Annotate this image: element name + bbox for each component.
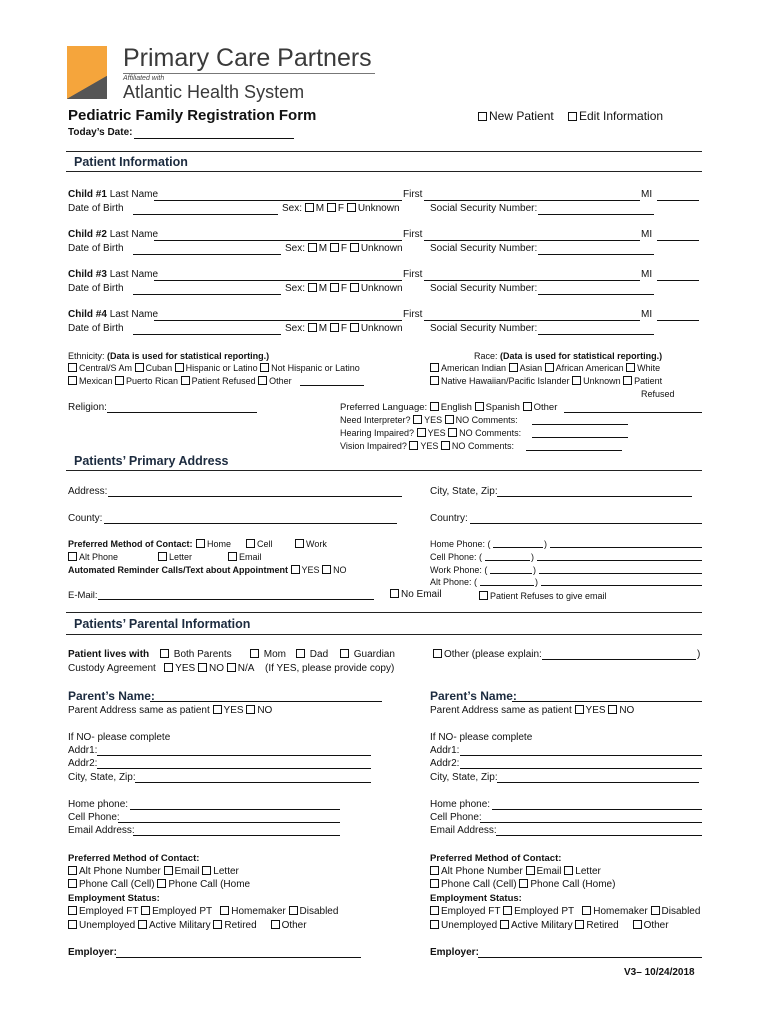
ethnicity-cuban-checkbox[interactable] (135, 363, 144, 372)
sex-group: Sex: M F Unknown (285, 323, 403, 334)
contact-work-checkbox (295, 539, 304, 548)
first-name-field[interactable] (424, 200, 640, 201)
same-address-yes-checkbox[interactable] (213, 705, 222, 714)
ethnicity-mexican-checkbox[interactable] (68, 376, 77, 385)
sex-group: Sex: M F Unknown (282, 203, 400, 214)
cell-phone-field[interactable] (480, 822, 702, 823)
cell-phone-area-field[interactable] (485, 560, 530, 561)
other-checkbox[interactable] (633, 920, 642, 929)
hearing-impaired-group: Hearing Impaired? YES NO Comments: (340, 428, 522, 438)
employment-line-1: Employed FT Employed PT Homemaker Disabled (68, 906, 338, 918)
alt-phone-checkbox[interactable] (430, 866, 439, 875)
email-label: Email Address: (68, 825, 135, 836)
preferred-contact-label: Preferred Method of Contact: (68, 539, 193, 549)
reminder-group: Automated Reminder Calls/Text about Appointment YES NO (68, 565, 347, 575)
cell-phone-label: Cell Phone: (68, 812, 120, 823)
religion-field[interactable] (107, 412, 257, 413)
mi-field[interactable] (657, 200, 699, 201)
address-label: Address: (68, 486, 108, 497)
logo-title: Primary Care Partners (123, 44, 372, 72)
first-name-field[interactable] (424, 280, 640, 281)
call-cell-checkbox[interactable] (430, 879, 439, 888)
ethnicity-other-checkbox[interactable] (258, 376, 267, 385)
contact-email-checkbox (228, 552, 237, 561)
parent-name-label: Parent’s Name: (430, 689, 517, 703)
vision-comments-field[interactable] (526, 450, 622, 451)
ssn-field[interactable] (538, 254, 654, 255)
lang-other-field[interactable] (564, 412, 702, 413)
sex-m-checkbox[interactable] (305, 203, 314, 212)
parent-name-field[interactable] (512, 701, 702, 702)
sex-f-checkbox[interactable] (330, 323, 339, 332)
first-label: First (403, 229, 423, 240)
addr2-field[interactable] (460, 768, 702, 769)
first-label: First (403, 309, 423, 320)
dob-label: Date of Birth (68, 243, 124, 254)
work-phone-label: Work Phone: ( (430, 565, 488, 575)
country-label: Country: (430, 513, 468, 524)
lives-both-option[interactable]: Both Parents (160, 649, 232, 661)
employer-field[interactable] (116, 957, 361, 958)
contact-line-1: Alt Phone Number Email Letter (430, 866, 601, 878)
lives-with-label: Patient lives with (68, 649, 150, 660)
parental-info-title: Patients’ Parental Information (74, 617, 251, 631)
race-asian-checkbox[interactable] (509, 363, 518, 372)
employer-field[interactable] (478, 957, 702, 958)
custody-no-checkbox[interactable] (198, 663, 207, 672)
hearing-yes-checkbox[interactable] (417, 428, 426, 437)
disabled-checkbox[interactable] (651, 906, 660, 915)
lang-english-checkbox[interactable] (430, 402, 439, 411)
contact-alt-phone-option[interactable]: Alt Phone (68, 551, 118, 563)
last-name-field[interactable] (154, 200, 402, 201)
new-patient-option[interactable]: New Patient (478, 109, 554, 123)
addr1-label: Addr1: (68, 745, 98, 756)
retired-checkbox[interactable] (213, 920, 222, 929)
email-label: E-Mail: (68, 590, 98, 601)
alt-phone-area-field[interactable] (480, 585, 534, 586)
lives-dad-option[interactable]: Dad (296, 649, 328, 661)
employment-line-1: Employed FT Employed PT Homemaker Disabled (430, 906, 700, 918)
mi-field[interactable] (657, 280, 699, 281)
interpreter-no-checkbox[interactable] (445, 415, 454, 424)
ethnicity-options-row-1: Central/S Am Cuban Hispanic or Latino Not Hispanic or Latino (68, 362, 360, 374)
call-home-checkbox[interactable] (157, 879, 166, 888)
lang-spanish-checkbox[interactable] (475, 402, 484, 411)
edit-information-option[interactable]: Edit Information (568, 109, 663, 123)
email-checkbox[interactable] (526, 866, 535, 875)
ethnicity-puerto-rican-checkbox[interactable] (115, 376, 124, 385)
parent-name-field[interactable] (150, 701, 382, 702)
dob-field[interactable] (133, 254, 281, 255)
contact-letter-option[interactable]: Letter (158, 551, 192, 563)
ssn-label: Social Security Number: (430, 323, 538, 334)
sex-unknown-checkbox[interactable] (350, 243, 359, 252)
religion-label: Religion: (68, 402, 107, 413)
mi-label: MI (641, 229, 653, 240)
sex-f-checkbox[interactable] (330, 283, 339, 292)
contact-line-1: Alt Phone Number Email Letter (68, 866, 239, 878)
alt-phone-field[interactable] (541, 585, 702, 586)
lives-dad-checkbox (296, 649, 305, 658)
race-label: Race: (Data is used for statistical reporting.) (474, 351, 663, 361)
race-unknown-checkbox[interactable] (572, 376, 581, 385)
email-label: Email Address: (430, 825, 497, 836)
addr1-label: Addr1: (430, 745, 460, 756)
contact-line-2: Phone Call (Cell) Phone Call (Home) (430, 879, 615, 891)
sex-m-checkbox[interactable] (308, 323, 317, 332)
active-military-checkbox[interactable] (500, 920, 509, 929)
refuses-email-checkbox (479, 591, 488, 600)
call-cell-checkbox[interactable] (68, 879, 77, 888)
employment-title: Employment Status: (68, 893, 160, 904)
parent-name-label: Parent’s Name: (68, 689, 155, 703)
ethnicity-options-row-2: Mexican Puerto Rican Patient Refused Other (68, 375, 292, 387)
paren: ) (535, 577, 538, 587)
employment-title: Employment Status: (430, 893, 522, 904)
ssn-label: Social Security Number: (430, 203, 538, 214)
dob-field[interactable] (133, 214, 278, 215)
addr1-field[interactable] (97, 755, 371, 756)
disabled-checkbox[interactable] (289, 906, 298, 915)
form-title: Pediatric Family Registration Form (68, 107, 317, 124)
ethnicity-refused-checkbox[interactable] (181, 376, 190, 385)
last-name-field[interactable] (154, 240, 402, 241)
home-phone-label: Home Phone: ( (430, 539, 491, 549)
mi-field[interactable] (657, 320, 699, 321)
email-field[interactable] (133, 835, 340, 836)
email-checkbox[interactable] (164, 866, 173, 875)
child-label: Child #2 Last Name (68, 229, 159, 240)
homemaker-checkbox[interactable] (582, 906, 591, 915)
race-refused-label: Refused (641, 389, 675, 399)
patient-info-title: Patient Information (74, 155, 188, 169)
lives-guardian-checkbox (340, 649, 349, 658)
race-patient-refused-checkbox[interactable] (623, 376, 632, 385)
mi-field[interactable] (657, 240, 699, 241)
unemployed-checkbox[interactable] (68, 920, 77, 929)
lang-other-checkbox[interactable] (523, 402, 532, 411)
lives-guardian-option[interactable]: Guardian (340, 649, 395, 661)
unemployed-checkbox[interactable] (430, 920, 439, 929)
paren: ) (531, 552, 534, 562)
interpreter-comments-field[interactable] (532, 424, 628, 425)
section-rule-top (66, 151, 702, 152)
same-address-yes-checkbox[interactable] (575, 705, 584, 714)
lives-mom-option[interactable]: Mom (250, 649, 286, 661)
first-label: First (403, 269, 423, 280)
lives-other-field[interactable] (542, 659, 696, 660)
cell-phone-label: Cell Phone: ( (430, 552, 483, 562)
ethnicity-hispanic-checkbox[interactable] (175, 363, 184, 372)
version-label: V3– 10/24/2018 (624, 967, 695, 978)
work-phone-field[interactable] (539, 573, 702, 574)
hearing-no-checkbox[interactable] (448, 428, 457, 437)
interpreter-yes-checkbox[interactable] (413, 415, 422, 424)
ssn-field[interactable] (538, 334, 654, 335)
county-field[interactable] (104, 523, 397, 524)
cell-phone-field[interactable] (537, 560, 702, 561)
mi-label: MI (641, 309, 653, 320)
sex-group: Sex: M F Unknown (285, 283, 403, 294)
same-address-no-checkbox[interactable] (608, 705, 617, 714)
sex-m-checkbox[interactable] (308, 243, 317, 252)
hearing-comments-field[interactable] (532, 437, 628, 438)
other-checkbox[interactable] (271, 920, 280, 929)
dob-label: Date of Birth (68, 283, 124, 294)
contact-email-option[interactable]: Email (228, 551, 262, 563)
child-label: Child #3 Last Name (68, 269, 159, 280)
letter-checkbox[interactable] (564, 866, 573, 875)
ethnicity-central-checkbox[interactable] (68, 363, 77, 372)
dob-field[interactable] (133, 294, 281, 295)
logo-mark-shadow (67, 76, 107, 99)
preferred-language-group: Preferred Language: English Spanish Other (340, 402, 558, 413)
sex-unknown-checkbox[interactable] (350, 283, 359, 292)
vision-impaired-group: Vision Impaired? YES NO Comments: (340, 441, 514, 451)
contact-cell-checkbox (246, 539, 255, 548)
sex-group: Sex: M F Unknown (285, 243, 403, 254)
cell-phone-label: Cell Phone: (430, 812, 482, 823)
call-home-checkbox[interactable] (519, 879, 528, 888)
logo-system: Atlantic Health System (123, 82, 305, 102)
section-rule (66, 470, 702, 471)
city-state-zip-field[interactable] (497, 496, 692, 497)
if-no-label: If NO- please complete (430, 732, 533, 743)
ethnicity-not-hispanic-checkbox[interactable] (260, 363, 269, 372)
alt-phone-checkbox[interactable] (68, 866, 77, 875)
custody-group: Custody Agreement YES NO N/A (If YES, please provide copy) (68, 663, 395, 674)
country-field[interactable] (470, 523, 702, 524)
race-african-american-checkbox[interactable] (545, 363, 554, 372)
no-email-checkbox (390, 589, 399, 598)
sex-f-checkbox[interactable] (327, 203, 336, 212)
home-phone-area-field[interactable] (493, 547, 543, 548)
ssn-label: Social Security Number: (430, 243, 538, 254)
vision-no-checkbox[interactable] (441, 441, 450, 450)
child-label: Child #4 Last Name (68, 309, 159, 320)
logo-affiliated: Affiliated with (123, 75, 165, 82)
home-phone-label: Home phone: (68, 799, 129, 810)
sex-unknown-checkbox[interactable] (347, 203, 356, 212)
employment-line-2: Unemployed Active Military Retired Other (430, 920, 669, 932)
contact-title: Preferred Method of Contact: (68, 853, 200, 864)
address-field[interactable] (108, 496, 402, 497)
vision-yes-checkbox[interactable] (409, 441, 418, 450)
home-phone-field[interactable] (550, 547, 702, 548)
addr2-label: Addr2: (430, 758, 460, 769)
email-field[interactable] (496, 835, 702, 836)
cell-phone-field[interactable] (118, 822, 340, 823)
todays-date-field[interactable] (134, 138, 294, 139)
paren: ) (697, 649, 701, 660)
contact-letter-checkbox (158, 552, 167, 561)
lives-mom-checkbox (250, 649, 259, 658)
employed-ft-checkbox[interactable] (430, 906, 439, 915)
same-address-group: Parent Address same as patient YES NO (68, 705, 273, 716)
reminder-yes-checkbox[interactable] (291, 565, 300, 574)
addr2-field[interactable] (97, 768, 371, 769)
employed-pt-checkbox[interactable] (503, 906, 512, 915)
todays-date-label: Today’s Date: (68, 127, 133, 138)
city-label: City, State, Zip: (68, 772, 136, 783)
city-field[interactable] (497, 782, 699, 783)
child-label: Child #1 Last Name (68, 189, 159, 200)
dob-label: Date of Birth (68, 323, 124, 334)
city-field[interactable] (135, 782, 371, 783)
sex-m-checkbox[interactable] (308, 283, 317, 292)
new-patient-checkbox[interactable] (478, 112, 487, 121)
letter-checkbox[interactable] (202, 866, 211, 875)
if-no-label: If NO- please complete (68, 732, 171, 743)
race-options-row-1: American Indian Asian African American White (430, 362, 660, 374)
refuses-email-option[interactable]: Patient Refuses to give email (479, 590, 607, 602)
alt-phone-label: Alt Phone: ( (430, 577, 478, 587)
last-name-field[interactable] (154, 320, 402, 321)
dob-label: Date of Birth (68, 203, 124, 214)
ssn-field[interactable] (538, 294, 654, 295)
reminder-no-checkbox[interactable] (322, 565, 331, 574)
lives-other-option[interactable]: Other (please explain: (433, 649, 542, 661)
ssn-field[interactable] (538, 214, 654, 215)
mi-label: MI (641, 189, 653, 200)
need-interpreter-group: Need Interpreter? YES NO Comments: (340, 415, 518, 425)
same-address-no-checkbox[interactable] (246, 705, 255, 714)
home-phone-field[interactable] (492, 809, 702, 810)
logo-rule (123, 73, 375, 74)
contact-cell-option[interactable]: Cell (246, 538, 273, 550)
first-label: First (403, 189, 423, 200)
section-rule-bottom (66, 171, 702, 172)
race-white-checkbox[interactable] (626, 363, 635, 372)
sex-f-checkbox[interactable] (330, 243, 339, 252)
paren: ) (533, 565, 536, 575)
addr1-field[interactable] (460, 755, 702, 756)
custody-yes-checkbox[interactable] (164, 663, 173, 672)
home-phone-field[interactable] (130, 809, 340, 810)
contact-work-option[interactable]: Work (295, 538, 327, 550)
dob-field[interactable] (133, 334, 281, 335)
contact-home-option[interactable]: Home (196, 538, 231, 550)
edit-information-checkbox[interactable] (568, 112, 577, 121)
employed-pt-checkbox[interactable] (141, 906, 150, 915)
paren: ) (544, 539, 547, 549)
email-field[interactable] (98, 599, 374, 600)
employer-label: Employer: (68, 947, 117, 958)
primary-address-title: Patients’ Primary Address (74, 454, 229, 468)
ethnicity-label: Ethnicity: (Data is used for statistical reporting.) (68, 351, 270, 361)
race-hawaiian-checkbox[interactable] (430, 376, 439, 385)
city-state-zip-label: City, State, Zip: (430, 486, 498, 497)
section-rule-top (66, 612, 702, 613)
last-name-field[interactable] (154, 280, 402, 281)
employed-ft-checkbox[interactable] (68, 906, 77, 915)
employer-label: Employer: (430, 947, 479, 958)
addr2-label: Addr2: (68, 758, 98, 769)
race-options-row-2: Native Hawaiian/Pacific Islander Unknown Patient (430, 375, 662, 387)
county-label: County: (68, 513, 103, 524)
retired-checkbox[interactable] (575, 920, 584, 929)
custody-na-checkbox[interactable] (227, 663, 236, 672)
contact-home-checkbox (196, 539, 205, 548)
contact-line-2: Phone Call (Cell) Phone Call (Home (68, 879, 250, 891)
lives-other-checkbox (433, 649, 442, 658)
first-name-field[interactable] (424, 240, 640, 241)
lives-both-checkbox (160, 649, 169, 658)
contact-title: Preferred Method of Contact: (430, 853, 562, 864)
ssn-label: Social Security Number: (430, 283, 538, 294)
home-phone-label: Home phone: (430, 799, 491, 810)
contact-alt-phone-checkbox (68, 552, 77, 561)
first-name-field[interactable] (424, 320, 640, 321)
section-rule-bottom (66, 634, 702, 635)
race-american-indian-checkbox[interactable] (430, 363, 439, 372)
sex-unknown-checkbox[interactable] (350, 323, 359, 332)
active-military-checkbox[interactable] (138, 920, 147, 929)
ethnicity-other-field[interactable] (300, 385, 364, 386)
same-address-group: Parent Address same as patient YES NO (430, 705, 635, 716)
employment-line-2: Unemployed Active Military Retired Other (68, 920, 307, 932)
no-email-option[interactable]: No Email (390, 589, 442, 601)
homemaker-checkbox[interactable] (220, 906, 229, 915)
mi-label: MI (641, 269, 653, 280)
work-phone-area-field[interactable] (490, 573, 532, 574)
city-label: City, State, Zip: (430, 772, 498, 783)
